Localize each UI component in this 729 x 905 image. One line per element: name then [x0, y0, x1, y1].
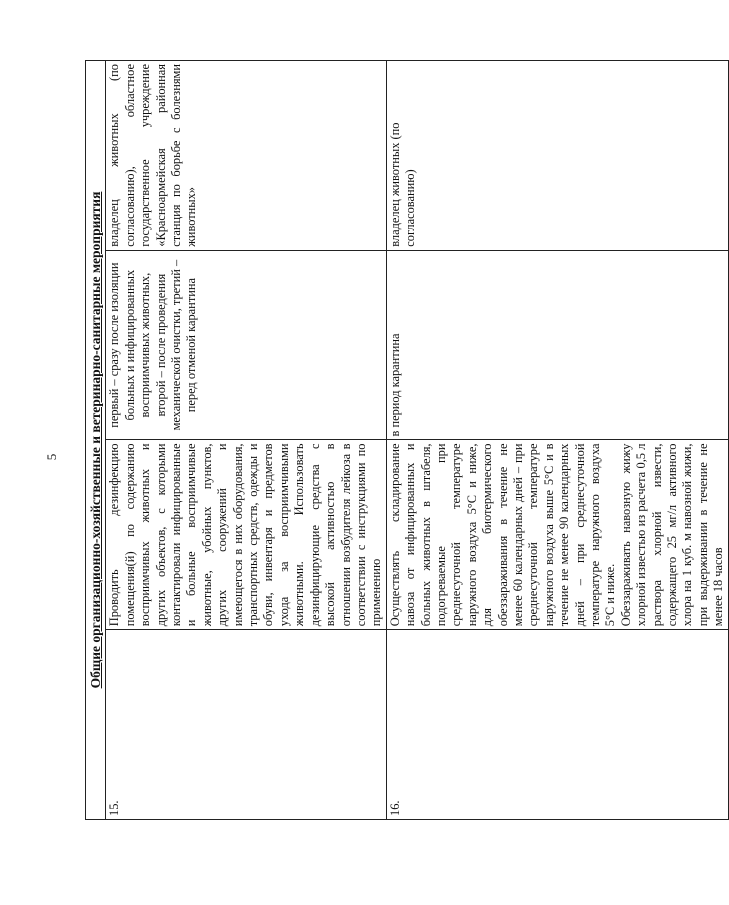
section-title: Общие организационно-хозяйственные и ветеринарно-санитарные мероприятия — [86, 61, 106, 820]
table-row — [106, 61, 386, 820]
rotated-table — [85, 60, 726, 820]
row-term: первый – сразу после изоляции больных и инфицированных восприимчивых животных, второй – после проведения механической очистки, третий – перед отменой карантина — [106, 250, 386, 440]
row-term: в период карантина — [386, 250, 728, 440]
measures-table — [85, 60, 729, 820]
page-number: 5 — [44, 453, 59, 461]
row-number: 15. — [106, 630, 386, 820]
row-description — [386, 440, 728, 630]
row-description: Проводить дезинфекцию помещения(й) по содержанию восприимчивых животных и других объектов, с которыми контактировали инфицированные и больные восприимчивые животные, убойных пунктов, других сооружений и имеющегося в них оборудования, транспортных средств, одежды и обуви, инвентаря и предметов ухода за восприимчивыми животными. Использовать дезинфицирующие средства с высокой активностью в отношении возбудителя лейкоза в соответствии с инструкциями по применению — [106, 440, 386, 630]
row-number: 16. — [386, 630, 728, 820]
row-description-part-2: Обеззараживать навозную жижу хлорной известью из расчета 0,5 л раствора хлорной извести, содержащего 25 мг/л активного хлора на 1 куб. м навозной жижи, при выдерживании в течение не менее 18 часов — [618, 443, 726, 627]
row-description-part-1: Осуществлять складирование навоза от инфицированных и больных животных в штабеля, подогреваемые при среднесуточной температуре наружного воздуха 5°С и ниже, для биотермического обеззараживания в течение не менее 60 календарных дней – при среднесуточной температуре наружного воздуха выше 5°С и в течение не менее 90 календарных дней – при среднесуточной температуре наружного воздуха 5°С и ниже. — [387, 443, 618, 627]
section-header-row — [86, 61, 106, 820]
rotated-table-frame — [85, 60, 726, 820]
row-responsible: владелец животных (по согласованию) — [386, 61, 728, 251]
row-responsible: владелец животных (по согласованию), областное государственное учреждение «Красноармейская районная станция по борьбе с болезнями животных» — [106, 61, 386, 251]
table-row — [386, 61, 728, 820]
